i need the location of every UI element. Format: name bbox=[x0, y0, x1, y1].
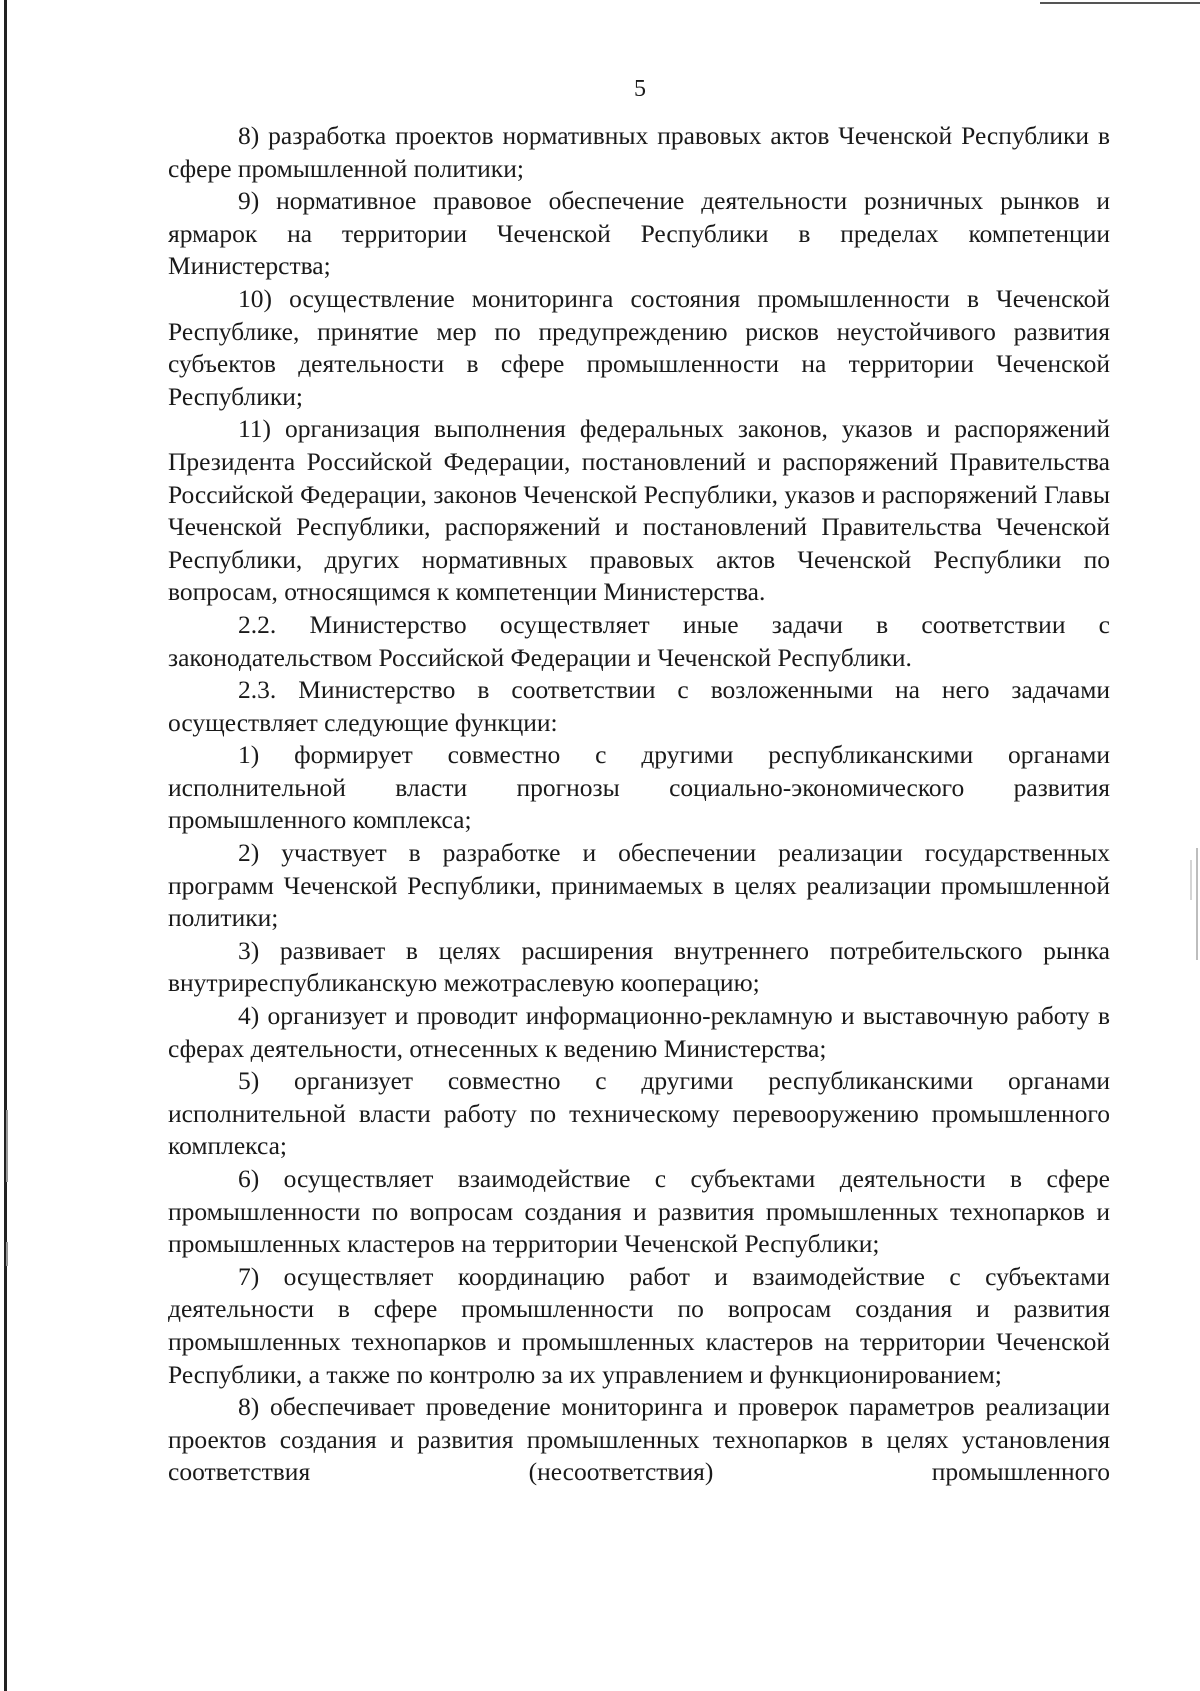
paragraph-2-3-functions-intro: 2.3. Министерство в соответствии с возложенными на него задачами осуществляет следующие функции: bbox=[168, 675, 1110, 737]
scan-mark bbox=[1196, 848, 1198, 960]
paragraph-2-2-other-tasks: 2.2. Министерство осуществляет иные задачи в соответствии с законодательством Российской Федерации и Чеченской Республики. bbox=[168, 609, 1110, 672]
paragraph-function-5: 5) организует совместно с другими республиканскими органами исполнительной власти работу по техническому перевооружению промышленного комплекса; bbox=[168, 1066, 1110, 1161]
scan-mark bbox=[1190, 860, 1192, 900]
paragraph-function-3: 3) развивает в целях расширения внутреннего потребительского рынка внутриреспубликанскую межотраслевую кооперацию; bbox=[168, 935, 1110, 998]
paragraph-function-1: 1) формирует совместно с другими республиканскими органами исполнительной власти прогнозы социально-экономического развития промышленного комплекса; bbox=[168, 740, 1110, 835]
paragraph-item-9-markets-support: 9) нормативное правовое обеспечение деятельности розничных рынков и ярмарок на территории Чеченской Республики в пределах компетенции Министерства; bbox=[168, 186, 1110, 281]
paragraph-function-7: 7) осуществляет координацию работ и взаимодействие с субъектами деятельности в сфере промышленности по вопросам создания и развития промышленных технопарков и промышленных кластеров на территории Чеченской Республики, а также по контролю за их управлением и функционированием; bbox=[168, 1261, 1110, 1389]
paragraph-function-2: 2) участвует в разработке и обеспечении реализации государственных программ Чеченской Республики, принимаемых в целях реализации промышленной политики; bbox=[168, 838, 1110, 933]
document-body bbox=[168, 120, 1110, 1489]
scan-top-edge bbox=[1040, 2, 1200, 4]
paragraph-item-10-monitoring: 10) осуществление мониторинга состояния промышленности в Чеченской Республике, принятие мер по предупреждению рисков неустойчивого развития субъектов деятельности в сфере промышленности на территории Чеченской Республики; bbox=[168, 283, 1110, 411]
paragraph-function-8: 8) обеспечивает проведение мониторинга и проверок параметров реализации проектов создания и развития промышленных технопарков в целях установления соответствия (несоответствия) промышленного bbox=[168, 1392, 1110, 1487]
scan-left-edge bbox=[4, 0, 7, 1691]
scan-mark bbox=[6, 1110, 8, 1182]
paragraph-function-4: 4) организует и проводит информационно-рекламную и выставочную работу в сферах деятельности, отнесенных к ведению Министерства; bbox=[168, 1001, 1110, 1063]
scan-mark bbox=[6, 1242, 8, 1266]
page-number: 5 bbox=[634, 76, 646, 102]
paragraph-item-8-development-of-acts: 8) разработка проектов нормативных правовых актов Чеченской Республики в сфере промышленной политики; bbox=[168, 121, 1110, 183]
paragraph-function-6: 6) осуществляет взаимодействие с субъектами деятельности в сфере промышленности по вопросам создания и развития промышленных технопарков и промышленных кластеров на территории Чеченской Республики; bbox=[168, 1164, 1110, 1259]
paragraph-item-11-execution-of-laws: 11) организация выполнения федеральных законов, указов и распоряжений Президента Российской Федерации, постановлений и распоряжений Правительства Российской Федерации, законов Чеченской Республики, указов и распоряжений Главы Чеченской Республики, распоряжений и постановлений Правительства Чеченской Республики, других нормативных правовых актов Чеченской Республики по вопросам, относящимся к компетенции Министерства. bbox=[168, 414, 1110, 607]
